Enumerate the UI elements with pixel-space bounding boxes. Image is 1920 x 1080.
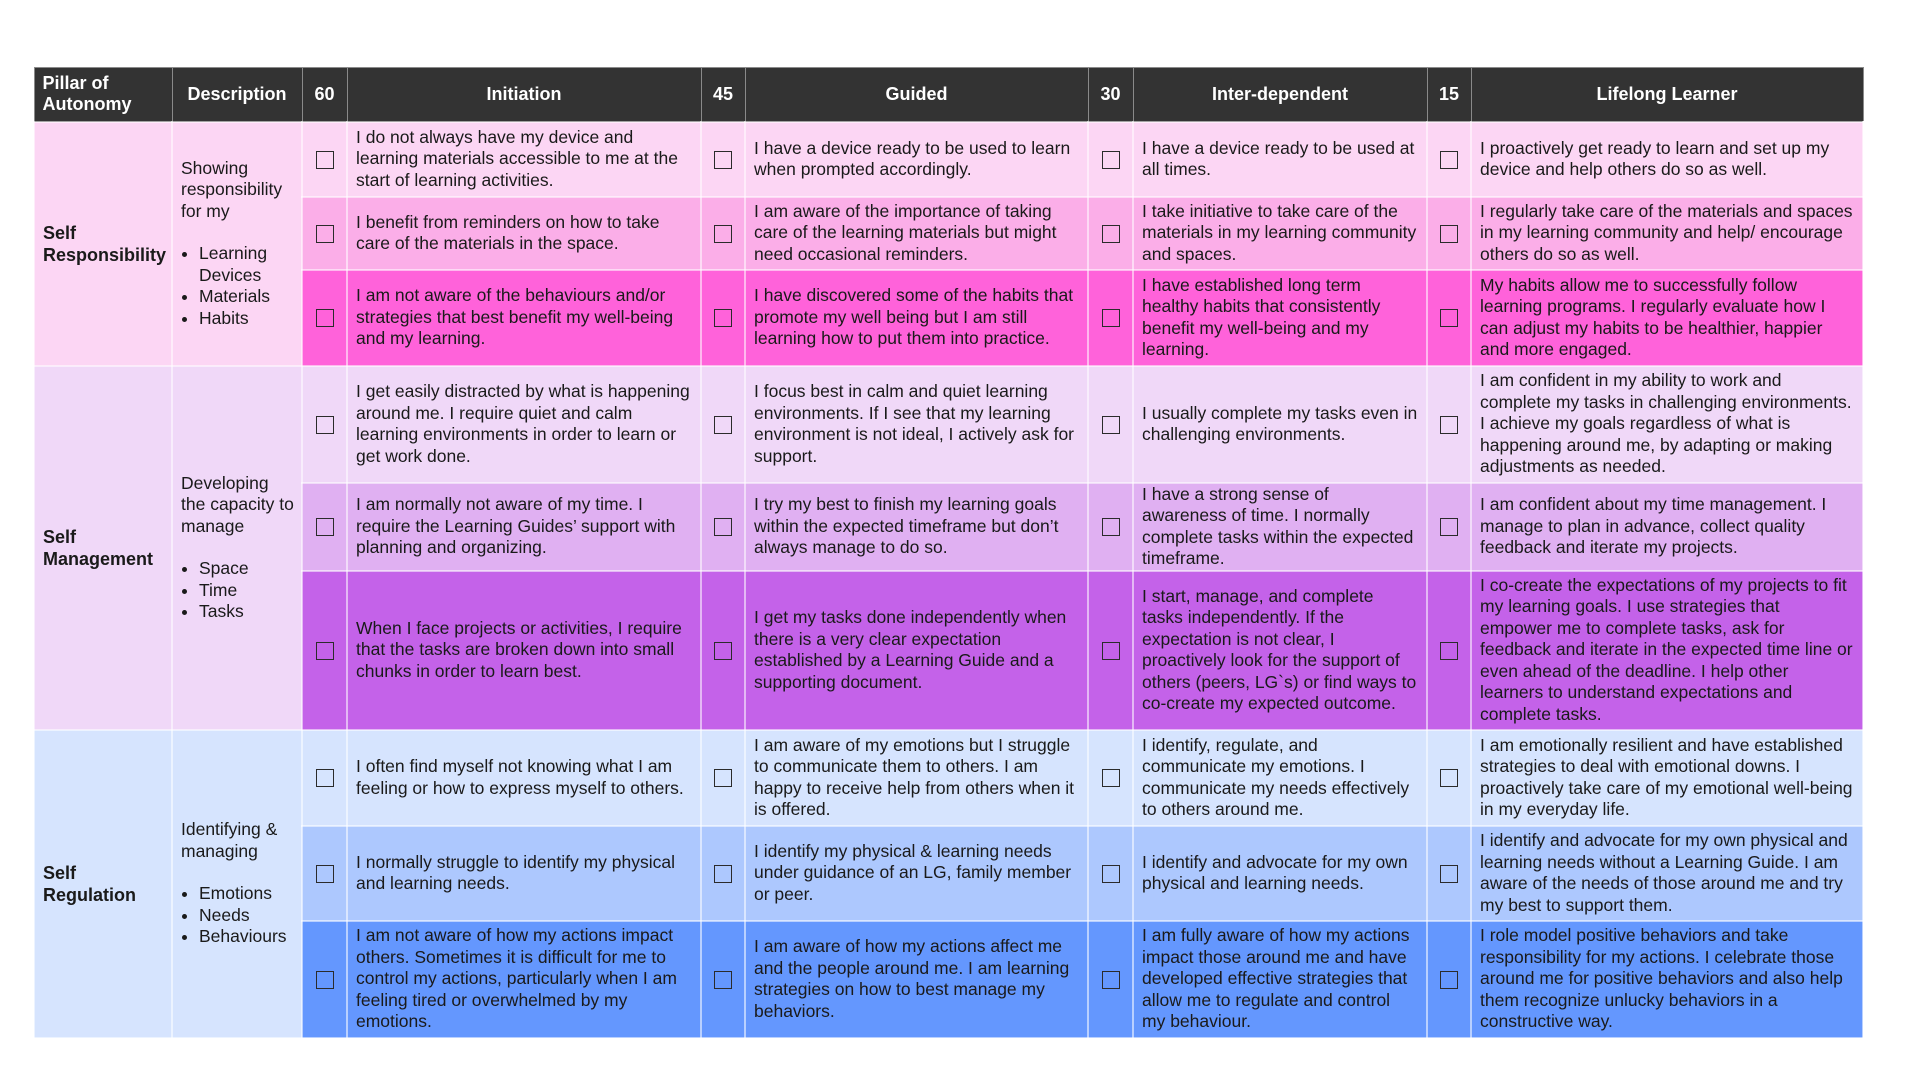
checkbox-cell-lifelong[interactable] [1427, 122, 1471, 197]
criterion-initiation: I get easily distracted by what is happening around me. I require quiet and calm learning environments in order to learn or get work done. [347, 366, 701, 483]
checkbox-lifelong[interactable] [1440, 225, 1458, 243]
checkbox-cell-guided[interactable] [701, 122, 745, 197]
criterion-interdependent: I have established long term healthy habits that consistently benefit my well-being and my learning. [1133, 270, 1427, 366]
checkbox-cell-guided[interactable] [701, 197, 745, 270]
checkbox-lifelong[interactable] [1440, 309, 1458, 327]
description-item: • Space [199, 558, 297, 580]
checkbox-guided[interactable] [714, 642, 732, 660]
rubric-row [34, 483, 1863, 571]
checkbox-cell-lifelong[interactable] [1427, 197, 1471, 270]
description-intro: Showing responsibility for my [181, 157, 283, 221]
criterion-interdependent: I am fully aware of how my actions impact those around me and have developed effective strategies that allow me to regulate and control my behaviour. [1133, 921, 1427, 1038]
header-score-guided: 45 [701, 68, 745, 122]
criterion-lifelong: I role model positive behaviors and take responsibility for my actions. I celebrate those around me for positive behaviors and also help them recognize unlucky behaviors in a constructive way. [1471, 921, 1863, 1038]
rubric-row [34, 197, 1863, 270]
criterion-interdependent: I take initiative to take care of the materials in my learning community and spaces. [1133, 197, 1427, 270]
checkbox-interdependent[interactable] [1102, 225, 1120, 243]
checkbox-interdependent[interactable] [1102, 151, 1120, 169]
description-item: • Materials [199, 286, 297, 308]
checkbox-guided[interactable] [714, 769, 732, 787]
criterion-lifelong: My habits allow me to successfully follow learning programs. I regularly evaluate how I can adjust my habits to be healthier, happier and more engaged. [1471, 270, 1863, 366]
checkbox-initiation[interactable] [316, 151, 334, 169]
checkbox-guided[interactable] [714, 865, 732, 883]
criterion-initiation: When I face projects or activities, I require that the tasks are broken down into small chunks in order to learn best. [347, 571, 701, 730]
checkbox-cell-interdependent[interactable] [1088, 366, 1133, 483]
criterion-initiation: I do not always have my device and learning materials accessible to me at the start of learning activities. [347, 122, 701, 197]
checkbox-cell-lifelong[interactable] [1427, 483, 1471, 571]
checkbox-cell-lifelong[interactable] [1427, 730, 1471, 826]
checkbox-cell-initiation[interactable] [302, 571, 347, 730]
criterion-interdependent: I identify, regulate, and communicate my emotions. I communicate my needs effectively to others around me. [1133, 730, 1427, 826]
criterion-lifelong: I am confident about my time management. I manage to plan in advance, collect quality feedback and iterate my projects. [1471, 483, 1863, 571]
checkbox-cell-lifelong[interactable] [1427, 270, 1471, 366]
checkbox-cell-lifelong[interactable] [1427, 826, 1471, 921]
checkbox-interdependent[interactable] [1102, 518, 1120, 536]
description-item: • Behaviours [199, 926, 297, 948]
checkbox-lifelong[interactable] [1440, 971, 1458, 989]
checkbox-initiation[interactable] [316, 416, 334, 434]
checkbox-cell-lifelong[interactable] [1427, 571, 1471, 730]
header-initiation: Initiation [347, 68, 701, 122]
autonomy-rubric-table [33, 67, 1864, 1039]
checkbox-initiation[interactable] [316, 225, 334, 243]
checkbox-lifelong[interactable] [1440, 642, 1458, 660]
checkbox-cell-guided[interactable] [701, 366, 745, 483]
rubric-row [34, 366, 1863, 483]
header-description: Description [172, 68, 302, 122]
description-intro: Developing the capacity to manage [181, 472, 294, 536]
checkbox-interdependent[interactable] [1102, 309, 1120, 327]
description-item: • Learning Devices [199, 243, 297, 286]
checkbox-initiation[interactable] [316, 769, 334, 787]
header-guided: Guided [745, 68, 1088, 122]
criterion-guided: I am aware of the importance of taking care of the learning materials but might need occasional reminders. [745, 197, 1088, 270]
checkbox-lifelong[interactable] [1440, 518, 1458, 536]
description-list [181, 558, 297, 623]
criterion-guided: I have discovered some of the habits that promote my well being but I am still learning how to put them into practice. [745, 270, 1088, 366]
rubric-row [34, 571, 1863, 730]
checkbox-cell-interdependent[interactable] [1088, 483, 1133, 571]
checkbox-cell-guided[interactable] [701, 571, 745, 730]
checkbox-interdependent[interactable] [1102, 865, 1120, 883]
checkbox-cell-lifelong[interactable] [1427, 921, 1471, 1038]
checkbox-cell-lifelong[interactable] [1427, 366, 1471, 483]
criterion-guided: I focus best in calm and quiet learning environments. If I see that my learning environment is not ideal, I actively ask for support. [745, 366, 1088, 483]
criterion-guided: I am aware of my emotions but I struggle to communicate them to others. I am happy to receive help from others when it is offered. [745, 730, 1088, 826]
criterion-initiation: I benefit from reminders on how to take care of the materials in the space. [347, 197, 701, 270]
header-score-initiation: 60 [302, 68, 347, 122]
description-item: • Emotions [199, 883, 297, 905]
criterion-interdependent: I start, manage, and complete tasks independently. If the expectation is not clear, I proactively look for the support of others (peers, LG`s) or find ways to co-create my expected outcome. [1133, 571, 1427, 730]
description-list [181, 883, 297, 948]
rubric-row [34, 122, 1863, 197]
checkbox-initiation[interactable] [316, 971, 334, 989]
pillar-name: Self Responsibility [34, 122, 172, 366]
checkbox-interdependent[interactable] [1102, 769, 1120, 787]
header-score-interdependent: 30 [1088, 68, 1133, 122]
checkbox-cell-guided[interactable] [701, 921, 745, 1038]
pillar-description [172, 122, 302, 366]
checkbox-lifelong[interactable] [1440, 151, 1458, 169]
checkbox-interdependent[interactable] [1102, 971, 1120, 989]
checkbox-cell-initiation[interactable] [302, 483, 347, 571]
checkbox-cell-interdependent[interactable] [1088, 270, 1133, 366]
checkbox-cell-initiation[interactable] [302, 270, 347, 366]
criterion-lifelong: I co-create the expectations of my projects to fit my learning goals. I use strategies that empower me to complete tasks, ask for feedback and iterate in the expected time line or even ahead of the deadline. I help other learners to understand expectations and complete tasks. [1471, 571, 1863, 730]
checkbox-cell-initiation[interactable] [302, 826, 347, 921]
checkbox-guided[interactable] [714, 225, 732, 243]
rubric-row [34, 826, 1863, 921]
criterion-guided: I identify my physical & learning needs under guidance of an LG, family member or peer. [745, 826, 1088, 921]
checkbox-cell-initiation[interactable] [302, 366, 347, 483]
pillar-description [172, 366, 302, 730]
checkbox-cell-initiation[interactable] [302, 122, 347, 197]
criterion-interdependent: I have a strong sense of awareness of time. I normally complete tasks within the expected timeframe. [1133, 483, 1427, 571]
criterion-guided: I have a device ready to be used to learn when prompted accordingly. [745, 122, 1088, 197]
checkbox-interdependent[interactable] [1102, 642, 1120, 660]
pillar-name: Self Regulation [34, 730, 172, 1038]
description-list [181, 243, 297, 329]
header-interdependent: Inter-dependent [1133, 68, 1427, 122]
criterion-lifelong: I identify and advocate for my own physical and learning needs without a Learning Guide. I am aware of the needs of those around me and try my best to support them. [1471, 826, 1863, 921]
criterion-lifelong: I proactively get ready to learn and set up my device and help others do so as well. [1471, 122, 1863, 197]
description-item: • Habits [199, 308, 297, 330]
header-row [34, 68, 1863, 122]
checkbox-lifelong[interactable] [1440, 416, 1458, 434]
checkbox-cell-guided[interactable] [701, 826, 745, 921]
checkbox-cell-guided[interactable] [701, 483, 745, 571]
criterion-interdependent: I usually complete my tasks even in challenging environments. [1133, 366, 1427, 483]
checkbox-initiation[interactable] [316, 309, 334, 327]
checkbox-initiation[interactable] [316, 518, 334, 536]
checkbox-cell-initiation[interactable] [302, 197, 347, 270]
checkbox-cell-interdependent[interactable] [1088, 921, 1133, 1038]
checkbox-lifelong[interactable] [1440, 769, 1458, 787]
checkbox-lifelong[interactable] [1440, 865, 1458, 883]
rubric-row [34, 921, 1863, 1038]
checkbox-interdependent[interactable] [1102, 416, 1120, 434]
rubric-row [34, 730, 1863, 826]
pillar-name: Self Management [34, 366, 172, 730]
rubric-row [34, 270, 1863, 366]
criterion-lifelong: I am confident in my ability to work and complete my tasks in challenging environments. I achieve my goals regardless of what is happening around me, by adapting or making adjustments as needed. [1471, 366, 1863, 483]
checkbox-guided[interactable] [714, 151, 732, 169]
description-item: • Time [199, 580, 297, 602]
header-pillar: Pillar of Autonomy [34, 68, 172, 122]
checkbox-cell-guided[interactable] [701, 270, 745, 366]
checkbox-guided[interactable] [714, 971, 732, 989]
checkbox-cell-interdependent[interactable] [1088, 730, 1133, 826]
criterion-guided: I am aware of how my actions affect me and the people around me. I am learning strategies on how to best manage my behaviors. [745, 921, 1088, 1038]
criterion-initiation: I am not aware of how my actions impact others. Sometimes it is difficult for me to control my actions, particularly when I am feeling tired or overwhelmed by my emotions. [347, 921, 701, 1038]
criterion-guided: I get my tasks done independently when there is a very clear expectation established by a Learning Guide and a supporting document. [745, 571, 1088, 730]
checkbox-guided[interactable] [714, 518, 732, 536]
checkbox-initiation[interactable] [316, 642, 334, 660]
checkbox-guided[interactable] [714, 309, 732, 327]
criterion-initiation: I am not aware of the behaviours and/or strategies that best benefit my well-being and my learning. [347, 270, 701, 366]
criterion-interdependent: I identify and advocate for my own physical and learning needs. [1133, 826, 1427, 921]
checkbox-cell-interdependent[interactable] [1088, 197, 1133, 270]
description-item: • Needs [199, 905, 297, 927]
criterion-lifelong: I am emotionally resilient and have established strategies to deal with emotional downs. I proactively take care of my emotional well-being in my everyday life. [1471, 730, 1863, 826]
checkbox-cell-interdependent[interactable] [1088, 571, 1133, 730]
description-item: • Tasks [199, 601, 297, 623]
checkbox-cell-guided[interactable] [701, 730, 745, 826]
criterion-initiation: I often find myself not knowing what I am feeling or how to express myself to others. [347, 730, 701, 826]
checkbox-cell-initiation[interactable] [302, 730, 347, 826]
checkbox-initiation[interactable] [316, 865, 334, 883]
description-intro: Identifying & managing [181, 819, 278, 861]
criterion-interdependent: I have a device ready to be used at all times. [1133, 122, 1427, 197]
checkbox-guided[interactable] [714, 416, 732, 434]
criterion-initiation: I normally struggle to identify my physical and learning needs. [347, 826, 701, 921]
header-score-lifelong: 15 [1427, 68, 1471, 122]
criterion-guided: I try my best to finish my learning goals within the expected timeframe but don’t always manage to do so. [745, 483, 1088, 571]
checkbox-cell-interdependent[interactable] [1088, 122, 1133, 197]
pillar-description [172, 730, 302, 1038]
criterion-initiation: I am normally not aware of my time. I require the Learning Guides’ support with planning and organizing. [347, 483, 701, 571]
checkbox-cell-interdependent[interactable] [1088, 826, 1133, 921]
criterion-lifelong: I regularly take care of the materials and spaces in my learning community and help/ encourage others do so as well. [1471, 197, 1863, 270]
header-lifelong: Lifelong Learner [1471, 68, 1863, 122]
checkbox-cell-initiation[interactable] [302, 921, 347, 1038]
